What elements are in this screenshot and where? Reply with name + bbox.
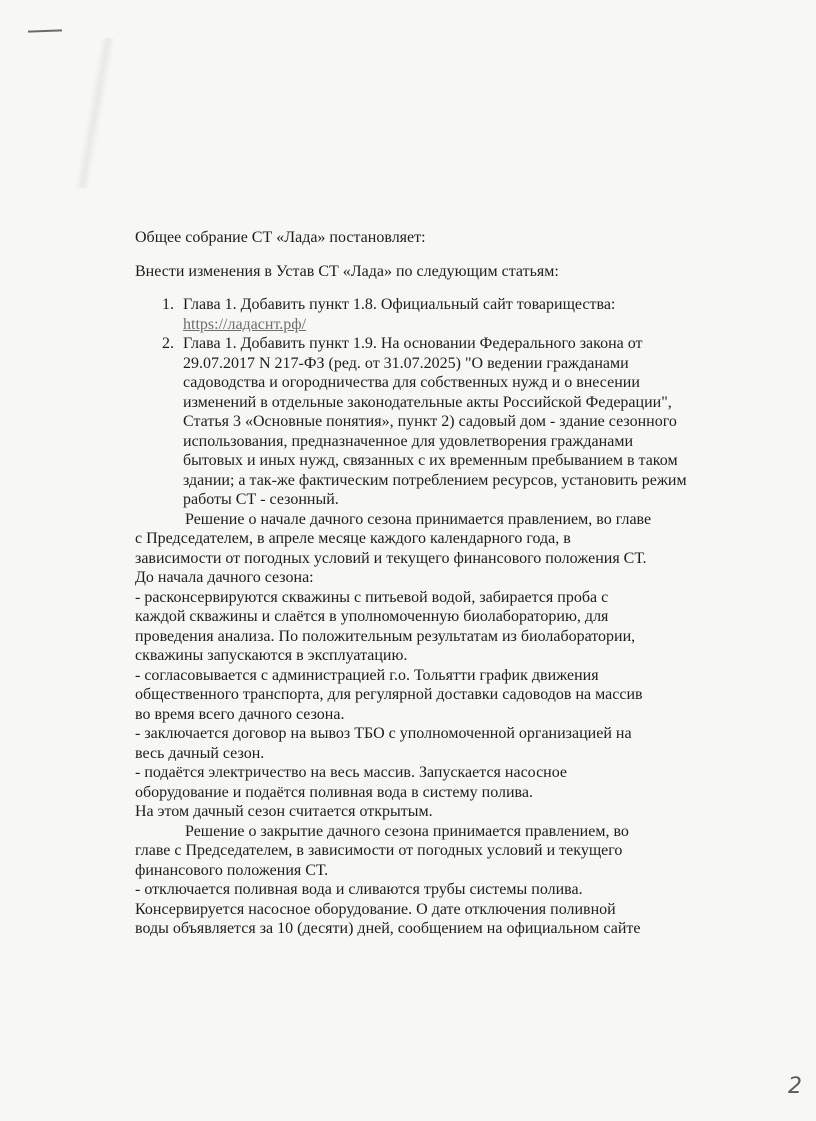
site-link[interactable]: https://ладаснт.рф/: [183, 315, 307, 333]
page-number: 2: [788, 1074, 802, 1099]
body-line: - подаётся электричество на весь массив. Запускается насосное: [135, 764, 568, 781]
body-line: воды объявляется за 10 (десяти) дней, сообщением на официальном сайте: [135, 920, 641, 937]
intro-line: Общее собрание СТ «Лада» постановляет:: [135, 229, 426, 246]
body-line: каждой скважины и слаётся в уполномоченную биолабораторию, для: [135, 608, 609, 625]
body-line: общественного транспорта, для регулярной доставки садоводов на массив: [135, 686, 643, 703]
body-line: зависимости от погодных условий и текущего финансового положения СТ.: [135, 549, 647, 567]
body-line: - отключается поливная вода и сливаются трубы системы полива.: [135, 881, 583, 898]
body-line: оборудование и подаётся поливная вода в систему полива.: [135, 783, 533, 801]
scan-artifact-streak: [70, 38, 120, 188]
body-line: Консервируется насосное оборудование. О дате отключения поливной: [135, 900, 616, 918]
body-line: весь дачный сезон.: [135, 744, 265, 762]
articles-list: [135, 295, 767, 510]
list-number: 1.: [162, 296, 174, 313]
document-body: [135, 228, 767, 939]
body-line: - согласовывается с администрацией г.о. Тольятти график движения: [135, 666, 599, 684]
season-rules: [135, 510, 767, 939]
list-item: [135, 334, 767, 510]
body-line: На этом дачный сезон считается открытым.: [135, 803, 433, 820]
item-line: Глава 1. Добавить пункт 1.9. На основании Федерального закона от: [183, 335, 643, 352]
item-line: изменений в отдельные законодательные акты Российской Федерации",: [183, 393, 672, 411]
item-text: Глава 1. Добавить пункт 1.8. Официальный сайт товарищества:: [183, 296, 616, 313]
body-line: во время всего дачного сезона.: [135, 705, 345, 723]
item-line: здании; а так-же фактическим потреблением ресурсов, установить режим: [183, 471, 687, 489]
scan-artifact-mark: [28, 29, 62, 32]
body-line: финансового положения СТ.: [135, 861, 329, 879]
item-line: бытовых и иных нужд, связанных с их временным пребыванием в таком: [183, 452, 678, 469]
item-line: садоводства и огородничества для собственных нужд и о внесении: [183, 374, 640, 391]
body-line: - расконсервируются скважины с питьевой водой, забирается проба с: [135, 588, 609, 606]
body-line: - заключается договор на вывоз ТБО с уполномоченной организацией на: [135, 725, 632, 742]
body-line: Решение о закрытие дачного сезона принимается правлением, во: [185, 822, 629, 840]
item-line: работы СТ - сезонный.: [183, 491, 339, 508]
list-item: [135, 295, 767, 334]
body-line: Решение о начале дачного сезона принимается правлением, во главе: [185, 510, 652, 528]
body-line: главе с Председателем, в зависимости от погодных условий и текущего: [135, 842, 623, 859]
item-line: использования, предназначенное для удовлетворения гражданами: [183, 432, 634, 450]
body-line: До начала дачного сезона:: [135, 569, 314, 586]
body-line: проведения анализа. По положительным результатам из биолаборатории,: [135, 627, 636, 645]
list-number: 2.: [162, 335, 174, 352]
body-line: скважины запускаются в эксплуатацию.: [135, 647, 408, 664]
item-line: Статья 3 «Основные понятия», пункт 2) садовый дом - здание сезонного: [183, 413, 677, 430]
body-line: с Председателем, в апреле месяце каждого календарного года, в: [135, 530, 571, 547]
item-line: 29.07.2017 N 217-ФЗ (ред. от 31.07.2025) "О ведении гражданами: [183, 354, 629, 372]
subheading-line: Внести изменения в Устав СТ «Лада» по следующим статьям:: [135, 262, 559, 280]
